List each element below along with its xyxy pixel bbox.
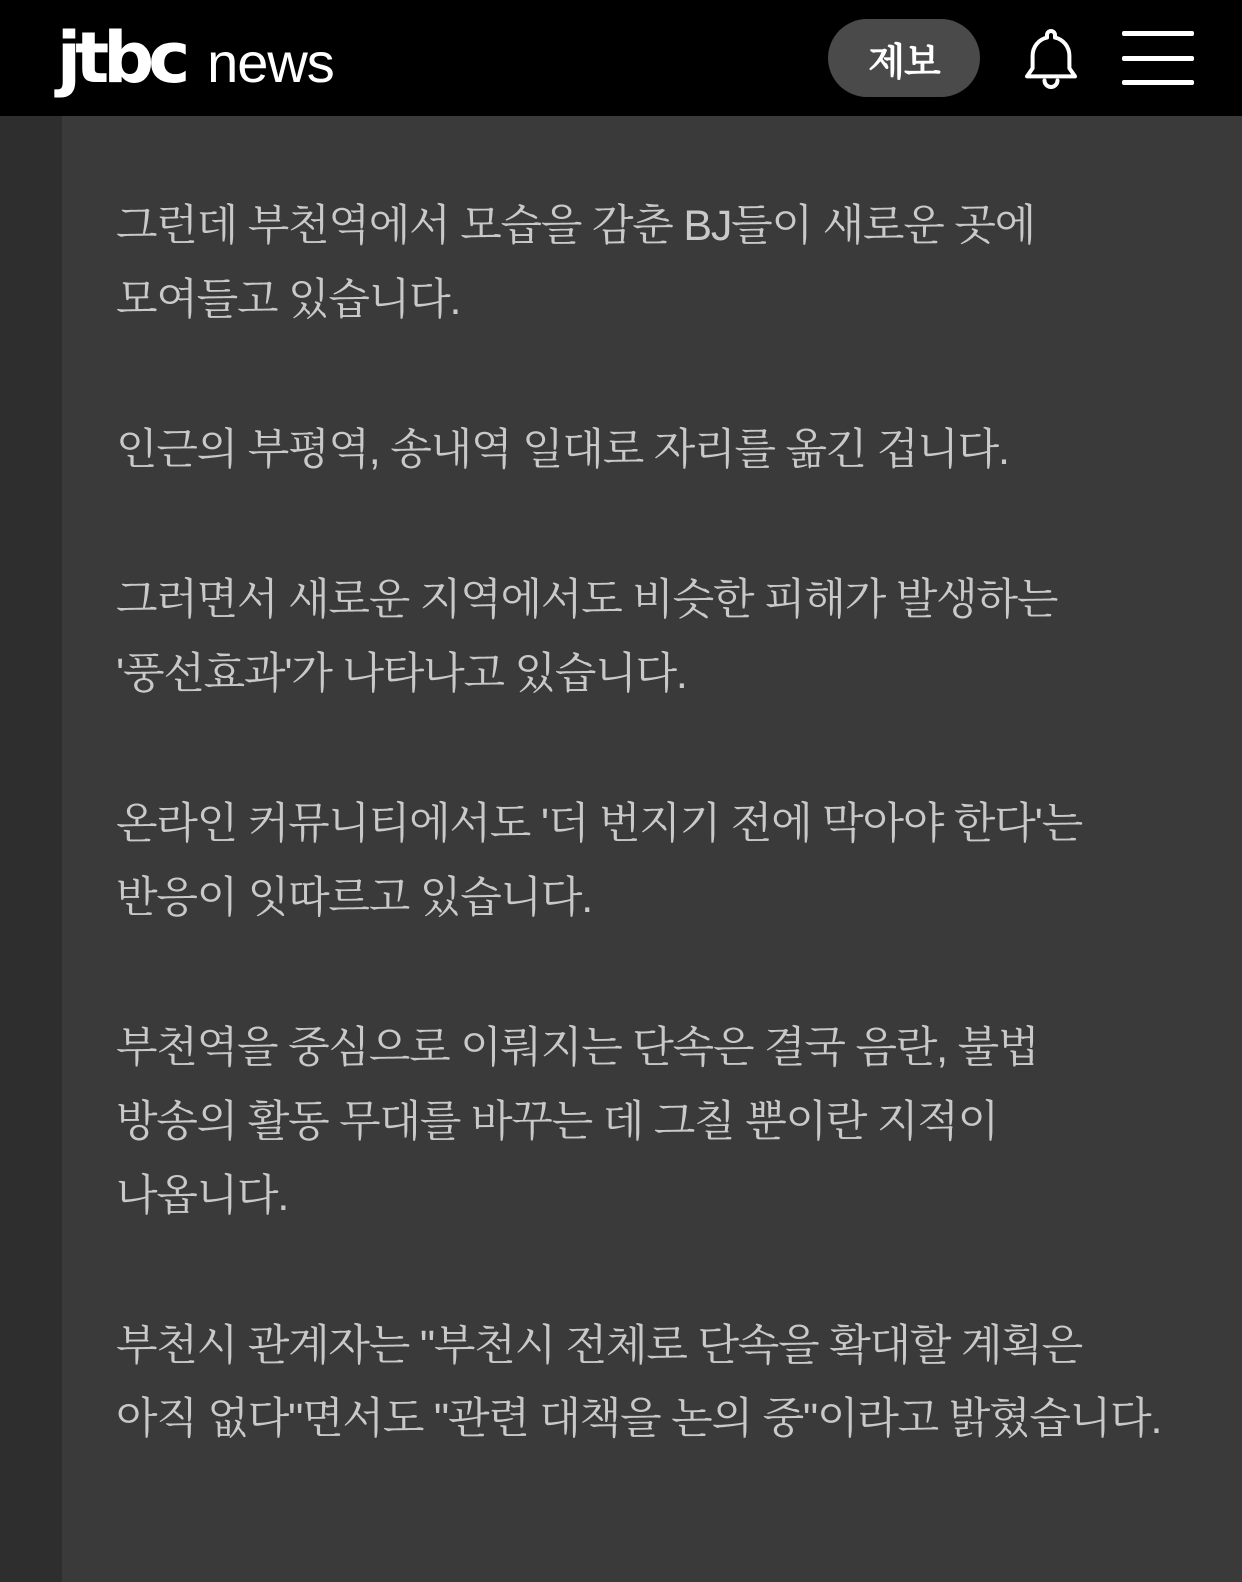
article-paragraph: 그러면서 새로운 지역에서도 비슷한 피해가 발생하는 '풍선효과'가 나타나고 있습니다. [116,575,1058,698]
article-paragraph: 부천역을 중심으로 이뤄지는 단속은 결국 음란, 불법 방송의 활동 무대를 바꾸는 데 그칠 뿐이란 지적이 나옵니다. [116,1023,1039,1220]
bell-icon [1022,27,1080,89]
logo-news-text: news [207,31,334,94]
hamburger-menu-icon [1122,31,1194,85]
menu-button[interactable] [1122,31,1194,85]
article-paragraph: 온라인 커뮤니티에서도 '더 번지기 전에 막아야 한다'는 반응이 잇따르고 있습니다. [116,799,1082,922]
article-paragraph: 인근의 부평역, 송내역 일대로 자리를 옮긴 겁니다. [116,425,1009,474]
article-paragraph: 부천시 관계자는 "부천시 전체로 단속을 확대할 계획은 아직 없다"면서도 "관련 대책을 논의 중"이라고 밝혔습니다. [116,1321,1162,1444]
notification-button[interactable] [1022,27,1080,89]
article-body [62,116,1242,1582]
logo-jtbc-text: jtbc [56,17,185,99]
header-actions [828,19,1194,97]
jtbc-news-logo[interactable] [56,17,334,99]
article-paragraph: 그런데 부천역에서 모습을 감춘 BJ들이 새로운 곳에 모여들고 있습니다. [116,202,1036,324]
article-page [0,116,1242,1582]
left-gutter [0,116,62,1582]
report-button[interactable]: 제보 [828,19,980,97]
site-header [0,0,1242,116]
